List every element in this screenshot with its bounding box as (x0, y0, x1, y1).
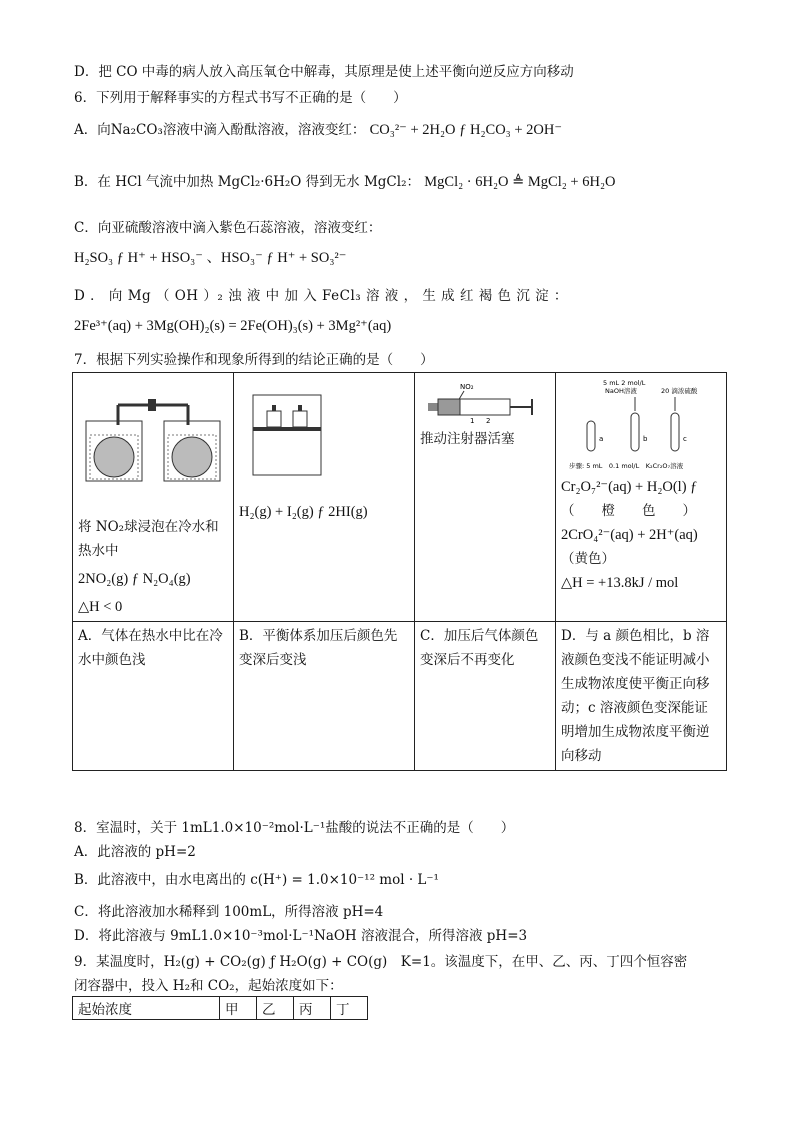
q7-c2-equation: H₂(g) + I₂(g) ƒ 2HI(g) (239, 504, 368, 520)
q8-option-d: D．将此溶液与 9mL1.0×10⁻³mol·L⁻¹NaOH 溶液混合，所得溶液 pH=3 (74, 928, 528, 944)
syringe-figure (420, 375, 550, 427)
q7-c1-dh: △H < 0 (78, 599, 123, 615)
q6b-equation: MgCl₂ · 6H₂O ≜ MgCl₂ + 6H₂O (424, 174, 616, 190)
q7-c4-eq1: Cr₂O₇²⁻(aq) + H₂O(l) ƒ (561, 479, 698, 495)
no2-flasks-figure (78, 375, 228, 485)
q7-cell-4 (556, 373, 727, 622)
q6b-text: B．在 HCl 气流中加热 MgCl₂·6H₂O 得到无水 MgCl₂： (74, 174, 420, 190)
q8-option-a: A．此溶液的 pH=2 (74, 844, 196, 860)
tubes-step-label: 步骤: 5 mL 0.1 mol/L K₂Cr₂O₇溶液 (569, 462, 684, 470)
q9-header-start: 起始浓度 (73, 997, 220, 1020)
q7-cell-3 (415, 373, 556, 622)
q7-stem: 7．根据下列实验操作和现象所得到的结论正确的是（ ） (74, 352, 434, 368)
q7-c4-eq3: 2CrO₄²⁻(aq) + 2H⁺(aq) (561, 527, 698, 543)
q7-option-a: A．气体在热水中比在冷水中颜色浅 (73, 622, 234, 771)
q9-header-bing: 丙 (294, 997, 331, 1020)
q7-option-b: B．平衡体系加压后颜色先变深后变浅 (234, 622, 415, 771)
q7-table (72, 372, 727, 771)
q9-stem-2: 闭容器中，投入 H₂和 CO₂，起始浓度如下： (74, 978, 343, 994)
q7-c4-eq2: （ 橙 色 ） (561, 503, 696, 519)
q7-option-d: D．与 a 颜色相比，b 溶液颜色变浅不能证明减小生成物浓度使平衡正向移动；c 溶液颜色变深能证明增加生成物浓度平衡逆向移动 (556, 622, 727, 771)
q6c-equation: H₂SO₃ ƒ H⁺ + HSO₃⁻ 、HSO₃⁻ ƒ H⁺ + SO₃²⁻ (74, 250, 347, 266)
q9-table (72, 996, 368, 1020)
q8-option-b: B．此溶液中，由水电离出的 c(H⁺) = 1.0×10⁻¹² mol · L⁻¹ (74, 872, 439, 888)
q6-stem: 6．下列用于解释事实的方程式书写不正确的是（ ） (74, 90, 407, 106)
q7-option-c: C．加压后气体颜色变深后不再变化 (415, 622, 556, 771)
q9-header-ding: 丁 (331, 997, 368, 1020)
q6-option-b (74, 172, 615, 192)
syringe-tick-1: 1 (470, 417, 475, 425)
q7-c4-eq4: （黄色） (561, 551, 615, 567)
test-tubes-figure (561, 375, 721, 475)
q6-option-d: D ． 向 Mg （ OH ）₂ 浊 液 中 加 入 FeCl₃ 溶 液 ， 生 成 红 褐 色 沉 淀 ： (74, 288, 568, 304)
syringe-tick-2: 2 (486, 417, 491, 425)
q9-stem-1: 9．某温度时，H₂(g) + CO₂(g) ƒ H₂O(g) + CO(g) K=1。该温度下，在甲、乙、丙、丁四个恒容密 (74, 954, 688, 970)
q7-c3-text: 推动注射器活塞 (420, 431, 515, 447)
q7-c1-equation: 2NO₂(g) ƒ N₂O₄(g) (78, 571, 191, 587)
q8-stem: 8．室温时，关于 1mL1.0×10⁻²mol·L⁻¹盐酸的说法不正确的是（ ） (74, 820, 515, 836)
q9-header-jia: 甲 (220, 997, 257, 1020)
tube-a-label: a (599, 435, 604, 443)
q9-header-yi: 乙 (257, 997, 294, 1020)
tubes-label-naoh-1: 5 mL 2 mol/L (603, 379, 646, 387)
syringe-no2-label: NO₂ (460, 383, 474, 391)
q7-cell-1 (73, 373, 234, 622)
pressure-vessel-figure (239, 375, 409, 485)
tube-c-label: c (683, 435, 687, 443)
tubes-label-h2so4: 20 滴浓硫酸 (661, 387, 698, 395)
q7-c1-text: 将 NO₂球浸泡在冷水和热水中 (78, 519, 219, 559)
q5-option-d: D．把 CO 中毒的病人放入高压氧仓中解毒，其原理是使上述平衡向逆反应方向移动 (74, 64, 574, 80)
q6-option-a (74, 120, 562, 140)
q6a-text: A．向Na₂CO₃溶液中滴入酚酞溶液，溶液变红： (74, 122, 366, 138)
q7-c4-dh: △H = +13.8kJ / mol (561, 575, 679, 591)
tubes-label-naoh-2: NaOH溶液 (605, 387, 637, 395)
q7-cell-2 (234, 373, 415, 622)
q6-option-c: C．向亚硫酸溶液中滴入紫色石蕊溶液，溶液变红： (74, 220, 382, 236)
q8-option-c: C．将此溶液加水稀释到 100mL，所得溶液 pH=4 (74, 904, 384, 920)
q6a-equation: CO₃²⁻ + 2H₂O ƒ H₂CO₃ + 2OH⁻ (369, 122, 563, 138)
tube-b-label: b (643, 435, 648, 443)
q6d-equation: 2Fe³⁺(aq) + 3Mg(OH)₂(s) = 2Fe(OH)₃(s) + 3Mg²⁺(aq) (74, 318, 392, 334)
